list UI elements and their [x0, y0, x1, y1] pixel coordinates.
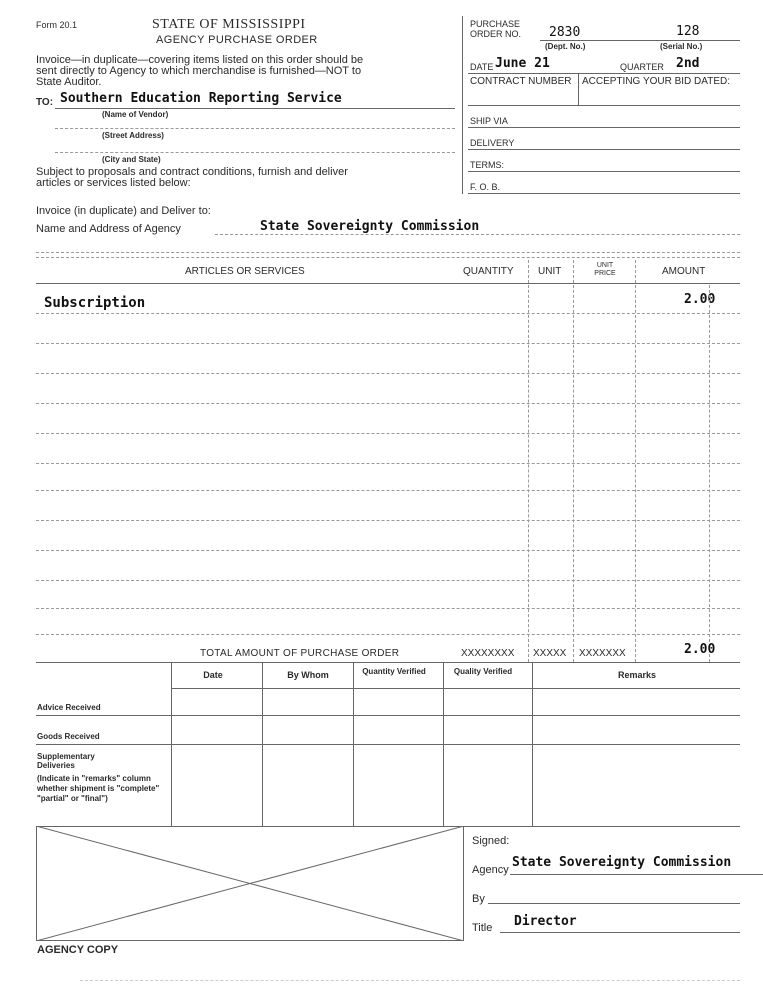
- recv-row-indicate-note: (Indicate in "remarks" column whether shipment is "complete" "partial" or "final"): [37, 774, 160, 803]
- recv-header-quantity-verified: Quantity Verified: [362, 667, 426, 676]
- cross-lines: [36, 826, 464, 941]
- total-price-mask: XXXXXXX: [579, 648, 626, 659]
- title-value: Director: [514, 914, 577, 929]
- total-amount: 2.00: [684, 642, 716, 657]
- date-label: DATE: [470, 62, 494, 72]
- form-title: STATE OF MISSISSIPPI: [152, 17, 306, 32]
- to-label: TO:: [36, 97, 54, 108]
- unit-price-header: UNIT PRICE: [594, 262, 616, 277]
- agency-address-label: Name and Address of Agency: [36, 223, 181, 235]
- fob-label: F. O. B.: [470, 182, 501, 192]
- vendor-name: Southern Education Reporting Service: [60, 91, 342, 106]
- total-label: TOTAL AMOUNT OF PURCHASE ORDER: [200, 648, 400, 659]
- recv-row-advice-received: Advice Received: [37, 703, 101, 712]
- item-amount: 2.00: [684, 292, 716, 307]
- sig-agency-label: Agency: [472, 864, 509, 876]
- contract-number-label: CONTRACT NUMBER: [470, 76, 572, 87]
- unit-header: UNIT: [538, 266, 562, 277]
- signed-label: Signed:: [472, 835, 510, 847]
- invoice-instructions: Invoice—in duplicate—covering items listed on this order should be sent directly to Agency to which merchandise is furnished—NOT to State Auditor.: [36, 54, 364, 88]
- po-label: PURCHASE ORDER NO.: [470, 19, 522, 39]
- recv-header-by-whom: By Whom: [287, 670, 329, 680]
- accepting-bid-label: ACCEPTING YOUR BID DATED:: [582, 76, 730, 87]
- serial-caption: (Serial No.): [660, 42, 703, 51]
- subject-text: Subject to proposals and contract conditions, furnish and deliver articles or services listed below:: [36, 166, 348, 189]
- recv-row-goods-received: Goods Received: [37, 732, 100, 741]
- vendor-name-caption: (Name of Vendor): [102, 110, 169, 119]
- sig-agency-value: State Sovereignty Commission: [512, 855, 732, 870]
- crossed-out-box: [36, 826, 464, 941]
- city-caption: (City and State): [102, 155, 161, 164]
- street-caption: (Street Address): [102, 131, 164, 140]
- date-value: June 21: [495, 56, 550, 71]
- ship-via-label: SHIP VIA: [470, 116, 508, 126]
- recv-header-quality-verified: Quality Verified: [453, 667, 513, 676]
- form-number: Form 20.1: [36, 20, 78, 30]
- total-unit-mask: XXXXX: [533, 648, 567, 659]
- quarter-label: QUARTER: [620, 62, 664, 72]
- terms-label: TERMS:: [470, 160, 505, 170]
- invoice-deliver-label: Invoice (in duplicate) and Deliver to:: [36, 205, 211, 217]
- serial-number: 128: [676, 24, 700, 39]
- delivery-label: DELIVERY: [470, 138, 515, 148]
- agency-name-value: State Sovereignty Commission: [260, 219, 480, 234]
- recv-header-date: Date: [203, 670, 223, 680]
- title-label: Title: [472, 922, 493, 934]
- by-label: By: [472, 893, 485, 905]
- form-subtitle: AGENCY PURCHASE ORDER: [156, 34, 318, 46]
- dept-number: 2830: [549, 25, 581, 40]
- recv-header-remarks: Remarks: [617, 670, 657, 680]
- articles-header: ARTICLES OR SERVICES: [185, 266, 305, 277]
- recv-row-supplementary-deliveries: Supplementary Deliveries: [37, 752, 95, 770]
- agency-copy-label: AGENCY COPY: [37, 944, 119, 956]
- quarter-value: 2nd: [676, 56, 700, 71]
- total-quantity-mask: XXXXXXXX: [461, 648, 515, 659]
- item-article: Subscription: [44, 295, 146, 311]
- amount-header: AMOUNT: [662, 266, 706, 277]
- dept-caption: (Dept. No.): [545, 42, 586, 51]
- quantity-header: QUANTITY: [463, 266, 514, 277]
